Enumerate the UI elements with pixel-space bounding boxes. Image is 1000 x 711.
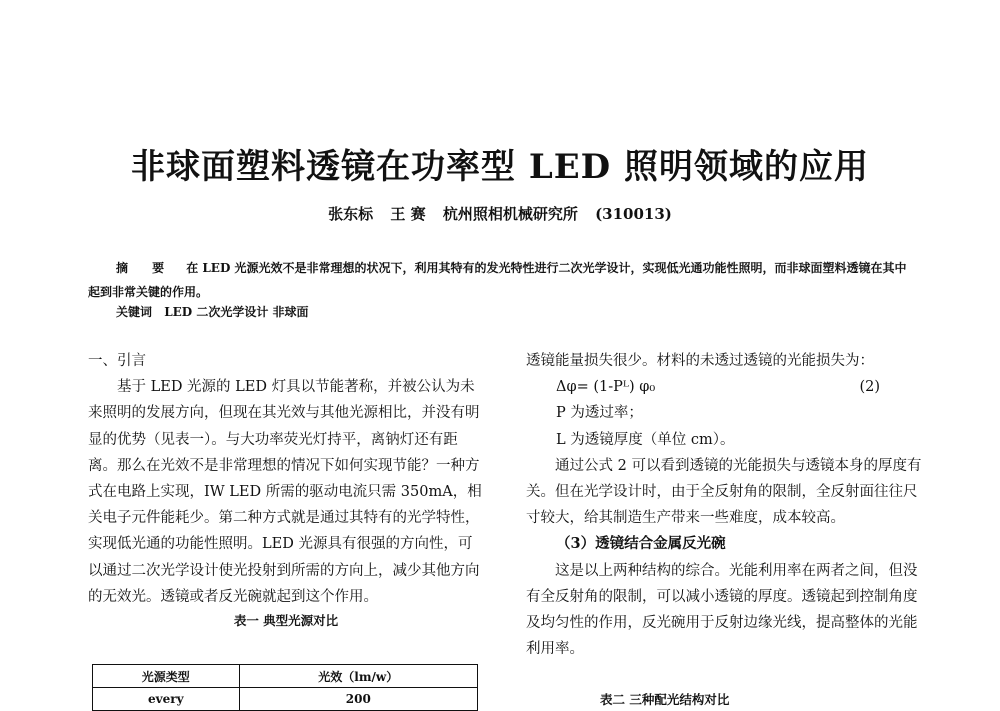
paragraph-3: 这是以上两种结构的综合。光能利用率在两者之间，但没有全反射角的限制，可以减小透镜的厚度。透镜起到控制角度及均匀性的作用，反光碗用于反射边缘光线，提高整体的光能利用率。 — [526, 562, 918, 658]
section-heading-intro: 一、引言 — [88, 353, 146, 369]
paragraph-2: 通过公式 2 可以看到透镜的光能损失与透镜本身的厚度有关。但在光学设计时，由于全反射角的限制，全反射面往往尺寸较大，给其制造生产带来一些难度，成本较高。 — [526, 457, 922, 527]
table-header-row — [93, 665, 478, 688]
postal-code: (310013) — [595, 205, 672, 223]
abstract-text: 在 LED 光源光效不是非常理想的状况下，利用其特有的发光特性进行二次光学设计，实现低光通功能性照明，而非球面塑料透镜在其中起到非常关键的作用。 — [88, 261, 907, 299]
byline — [0, 203, 1000, 225]
table-header-cell: 光效（lm/w） — [239, 665, 477, 688]
keywords — [116, 301, 309, 323]
intro-paragraph: 基于 LED 光源的 LED 灯具以节能著称，并被公认为未来照明的发展方向，但现在其光效与其他光源相比，并没有明显的优势（见表一）。与大功率荧光灯持平，离钠灯还有距离。那么在光效不是非常理想的情况下如何实现节能？一种方式在电路上实现，IW LED 所需的驱动电流只需 350mA，相关电子元件能耗少。第二种方式就是通过其特有的光学特性，实现低光通的功能性照明。LED 光源具有很强的方向性，可以通过二次光学设计使光投射到所需的方向上，减少其他方向的无效光。透镜或者反光碗就起到这个作用。 — [88, 379, 482, 605]
definition-p: P 为透过率； — [556, 405, 643, 422]
author-2: 王 赛 — [390, 205, 426, 223]
continued-text: 透镜能量损失很少。材料的未透过透镜的光能损失为： — [526, 353, 874, 369]
table-row — [93, 688, 478, 711]
paper-title: 非球面塑料透镜在功率型 LED 照明领域的应用 — [131, 147, 869, 187]
left-column — [88, 348, 484, 632]
table1 — [92, 664, 478, 711]
equation-number: (2) — [859, 379, 880, 396]
author-1: 张东标 — [328, 205, 374, 223]
equation: Δφ= (1-Pᴸ) φ₀ — [556, 379, 656, 396]
affiliation: 杭州照相机械研究所 — [442, 205, 578, 223]
keywords-text: LED 二次光学设计 非球面 — [164, 305, 309, 319]
keywords-label: 关键词 — [116, 305, 153, 319]
right-column — [526, 348, 922, 662]
abstract-label: 摘 要 — [116, 261, 175, 275]
definition-l: L 为透镜厚度（单位 cm）。 — [556, 431, 735, 448]
table-cell: every — [93, 688, 240, 711]
section-heading-3: （3）透镜结合金属反光碗 — [556, 535, 726, 553]
table2-caption: 表二 三种配光结构对比 — [600, 692, 730, 707]
table-cell: 200 — [239, 688, 477, 711]
abstract — [88, 256, 916, 304]
table1-caption: 表一 典型光源对比 — [233, 613, 339, 629]
table-header-cell: 光源类型 — [93, 665, 240, 688]
equation-line — [526, 374, 922, 400]
